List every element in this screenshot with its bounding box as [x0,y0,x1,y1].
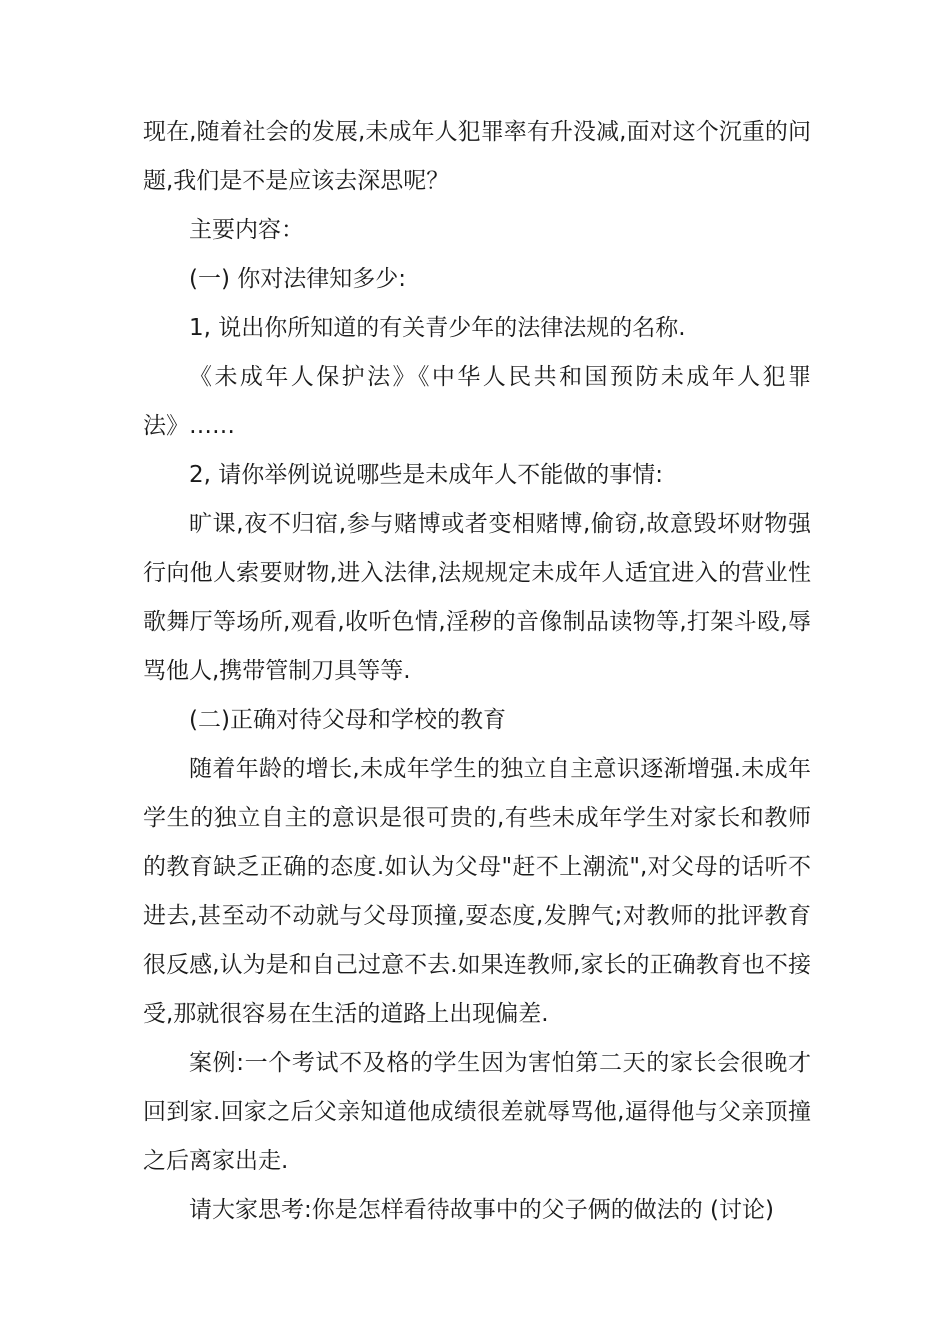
paragraph-main-content-heading: 主要内容： [189,217,304,243]
paragraph-independence: 随着年龄的增长,未成年学生的独立自主意识逐渐增强.未成年学生的独立自主的意识是很可贵的,有些未成年学生对家长和教师的教育缺乏正确的态度.如认为父母"赶不上潮流",对父母的话听不进去,甚至动不动就与父母顶撞,耍态度,发脾气;对教师的批评教育很反感,认为是和自己过意不去.如果连教师,家长的正确教育也不接受,那就很容易在生活的道路上出现偏差. [143,756,811,1027]
paragraph-question-1: 1, 说出你所知道的有关青少年的法律法规的名称. [189,315,686,341]
paragraph-law-names: 《未成年人保护法》《中华人民共和国预防未成年人犯罪法》…… [143,364,811,439]
paragraph-case: 案例:一个考试不及格的学生因为害怕第二天的家长会很晚才回到家.回家之后父亲知道他成绩很差就辱骂他,逼得他与父亲顶撞之后离家出走. [143,1050,811,1174]
paragraph-question-2: 2, 请你举例说说哪些是未成年人不能做的事情: [189,462,664,488]
paragraph-discussion: 请大家思考:你是怎样看待故事中的父子俩的做法的 (讨论) [189,1197,775,1223]
section-heading-education: (二)正确对待父母和学校的教育 [189,707,506,733]
paragraph-intro: 现在,随着社会的发展,未成年人犯罪率有升没减,面对这个沉重的问题,我们是不是应该去深思呢？ [143,119,811,194]
paragraph-prohibited-acts: 旷课,夜不归宿,参与赌博或者变相赌博,偷窃,故意毁坏财物强行向他人索要财物,进入法律,法规规定未成年人适宜进入的营业性歌舞厅等场所,观看,收听色情,淫秽的音像制品读物等,打架斗殴,辱骂他人,携带管制刀具等等. [143,511,811,684]
document-body [143,108,811,1235]
section-heading-law-knowledge: (一) 你对法律知多少: [189,266,407,292]
